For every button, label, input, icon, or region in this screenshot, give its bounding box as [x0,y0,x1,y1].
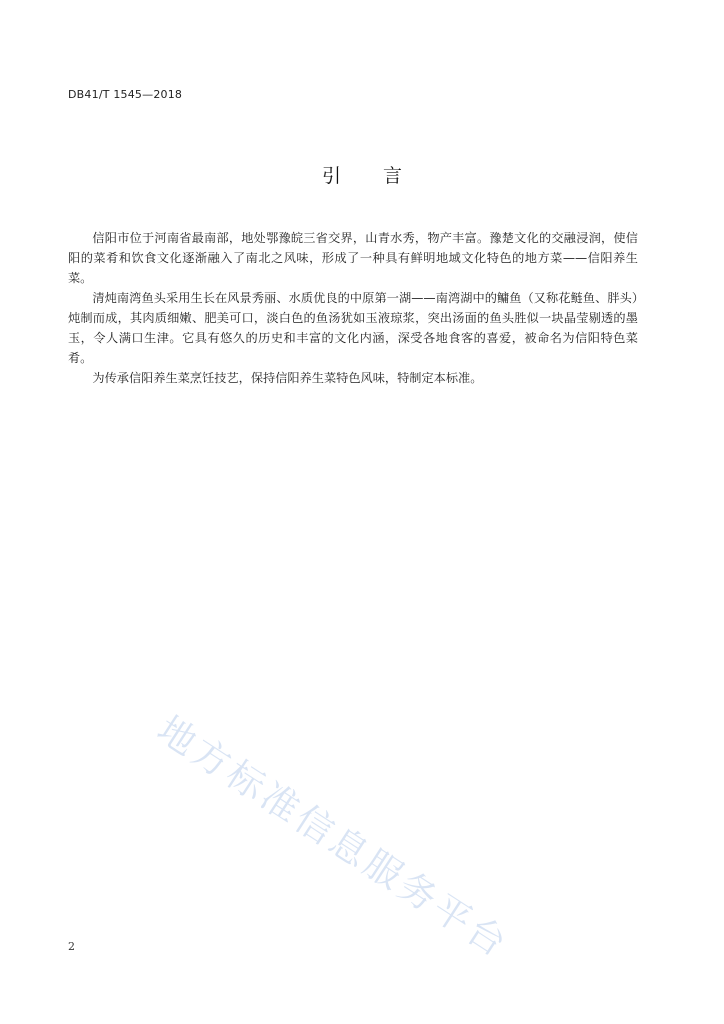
watermark: 地方标准信息服务平台 [149,707,517,967]
page-title [0,161,724,188]
page-number: 2 [68,940,75,953]
paragraph-1: 信阳市位于河南省最南部，地处鄂豫皖三省交界，山青水秀，物产丰富。豫楚文化的交融浸润，使信阳的菜肴和饮食文化逐渐融入了南北之风味，形成了一种具有鲜明地域文化特色的地方菜——信阳养生菜。 [68,231,638,285]
paragraph-2: 清炖南湾鱼头采用生长在风景秀丽、水质优良的中原第一湖——南湾湖中的鳙鱼（又称花鲢鱼、胖头）炖制而成，其肉质细嫩、肥美可口，淡白色的鱼汤犹如玉液琼浆，突出汤面的鱼头胜似一块晶莹剔透的墨玉，令人满口生津。它具有悠久的历史和丰富的文化内涵，深受各地食客的喜爱，被命名为信阳特色菜肴。 [68,291,638,365]
title-char-1: 引 [321,165,341,187]
document-code: DB41/T 1545—2018 [68,88,183,101]
paragraph-3: 为传承信阳养生菜烹饪技艺，保持信阳养生菜特色风味，特制定本标准。 [92,371,483,385]
introduction-body [68,228,638,388]
title-char-2: 言 [383,165,403,187]
